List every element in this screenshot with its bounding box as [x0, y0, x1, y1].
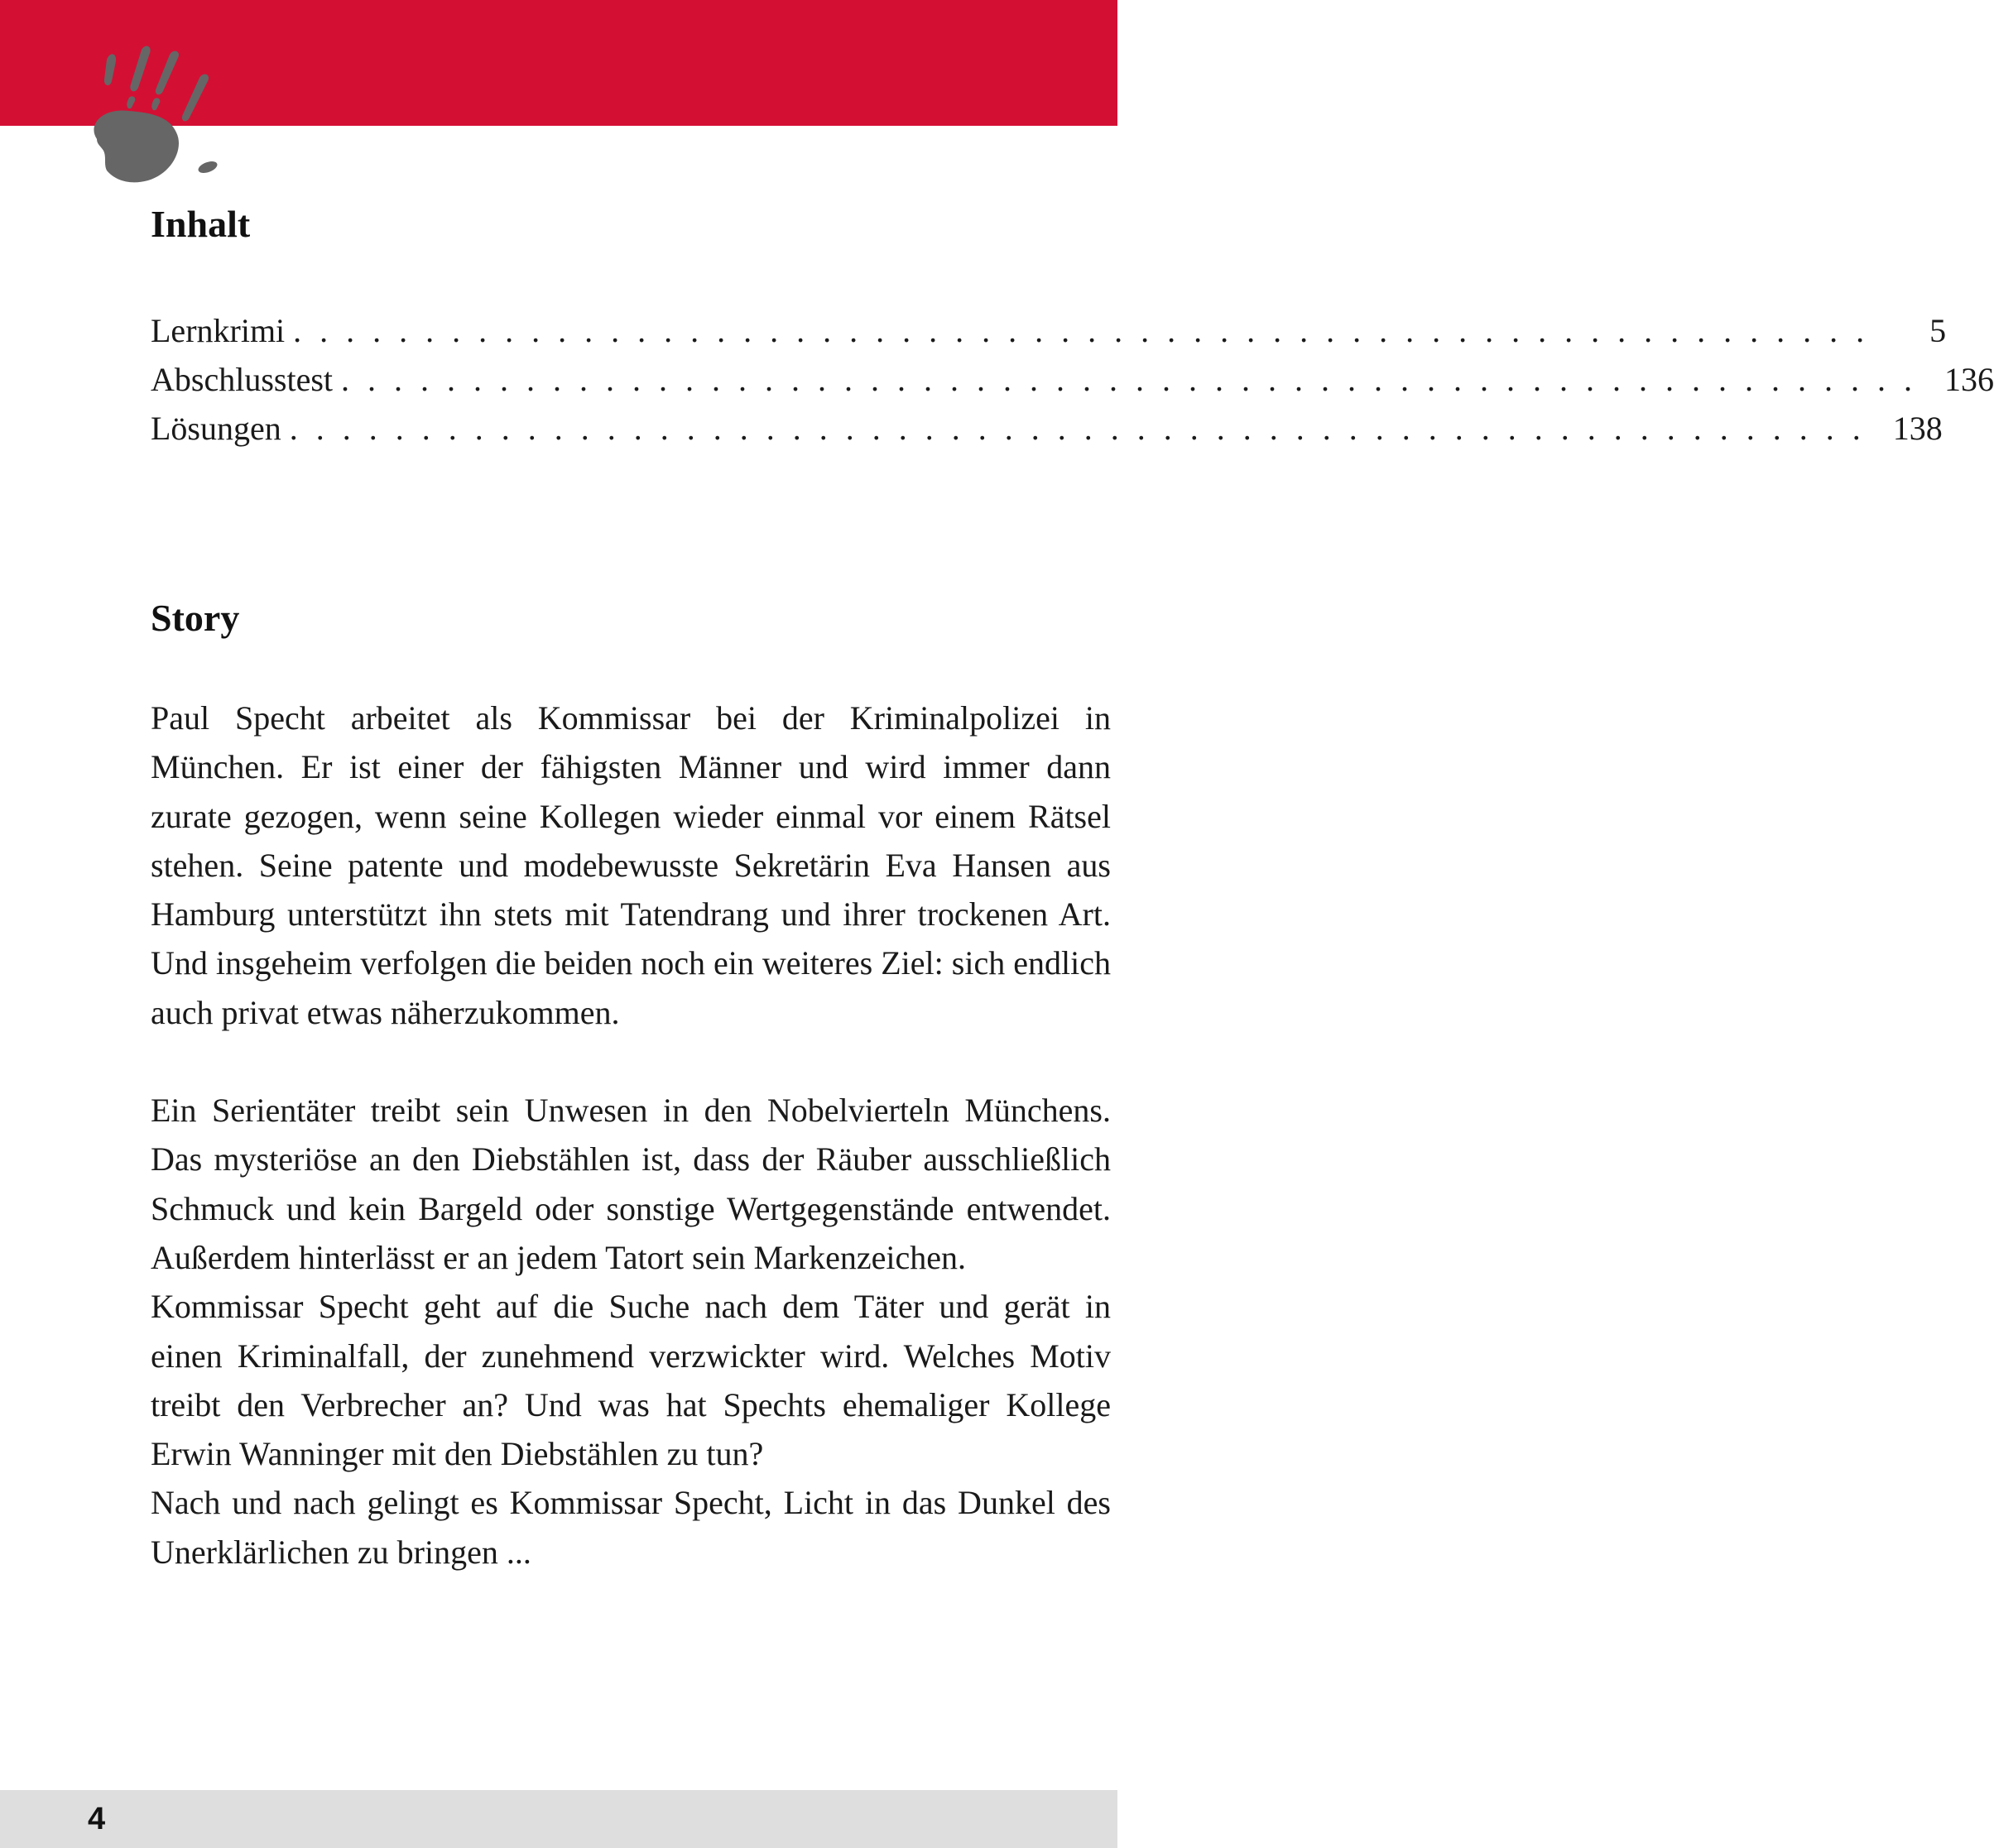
toc-entry[interactable]	[151, 306, 1947, 355]
story-paragraph: Kommissar Specht geht auf die Suche nach dem Täter und gerät in einen Kriminalfall, der zunehmend verzwickter wird. Welches Motiv treibt den Verbrecher an? Und was hat Spechts ehemaliger Kollege Erwin Wanninger mit den Diebstählen zu tun?	[151, 1288, 1111, 1473]
contents-section	[151, 205, 1111, 243]
toc-leader-dots: . . . . . . . . . . . . . . . . . . . . . . . . . . . . . . . . . . . . . . . . . . . . . . . . . . . . . . . . . . . .	[341, 361, 1917, 398]
handprint-icon	[79, 41, 244, 207]
toc-entry-page: 136	[1944, 361, 1994, 398]
toc-entry-page: 138	[1892, 410, 1943, 447]
toc-leader-dots: . . . . . . . . . . . . . . . . . . . . . . . . . . . . . . . . . . . . . . . . . . . . . . . . . . . . . . . . . . . .	[289, 410, 1866, 447]
footer-bar	[0, 1790, 1117, 1848]
toc-leader-dots: . . . . . . . . . . . . . . . . . . . . . . . . . . . . . . . . . . . . . . . . . . . . . . . . . . . . . . . . . . . .	[293, 312, 1870, 349]
toc-entry-title: Lernkrimi	[151, 312, 286, 349]
contents-heading: Inhalt	[151, 203, 251, 245]
toc-entry-title: Abschlusstest	[151, 361, 333, 398]
toc-entry-page: 5	[1929, 312, 1947, 349]
page-number: 4	[88, 1802, 106, 1836]
toc-entry[interactable]	[151, 355, 1994, 404]
toc-entry-title: Lösungen	[151, 410, 281, 447]
story-paragraph: Paul Specht arbeitet als Kommissar bei der Kriminalpolizei in München. Er ist einer der fähigsten Männer und wird immer dann zurate gezogen, wenn seine Kollegen wieder einmal vor einem Rätsel stehen. Seine patente und modebewusste Sekretärin Eva Hansen aus Hamburg unterstützt ihn stets mit Tatendrang und ihrer trockenen Art. Und insgeheim verfolgen die beiden noch ein weiteres Ziel: sich endlich auch privat etwas näherzukommen.	[151, 699, 1111, 1031]
story-paragraph: Nach und nach gelingt es Kommissar Specht, Licht in das Dunkel des Unerklärlichen zu bringen ...	[151, 1484, 1111, 1571]
toc-entry[interactable]	[151, 404, 1943, 453]
story-section	[151, 599, 1111, 637]
story-paragraph: Ein Serientäter treibt sein Unwesen in den Nobelvierteln Münchens. Das mysteriöse an den Diebstählen ist, dass der Räuber ausschließlich Schmuck und kein Bargeld oder sonstige Wertgegenstände entwendet. Außerdem hinterlässt er an jedem Tatort sein Markenzeichen.	[151, 1092, 1111, 1276]
story-body	[151, 694, 1111, 1577]
table-of-contents	[151, 306, 1994, 453]
story-heading: Story	[151, 597, 240, 639]
